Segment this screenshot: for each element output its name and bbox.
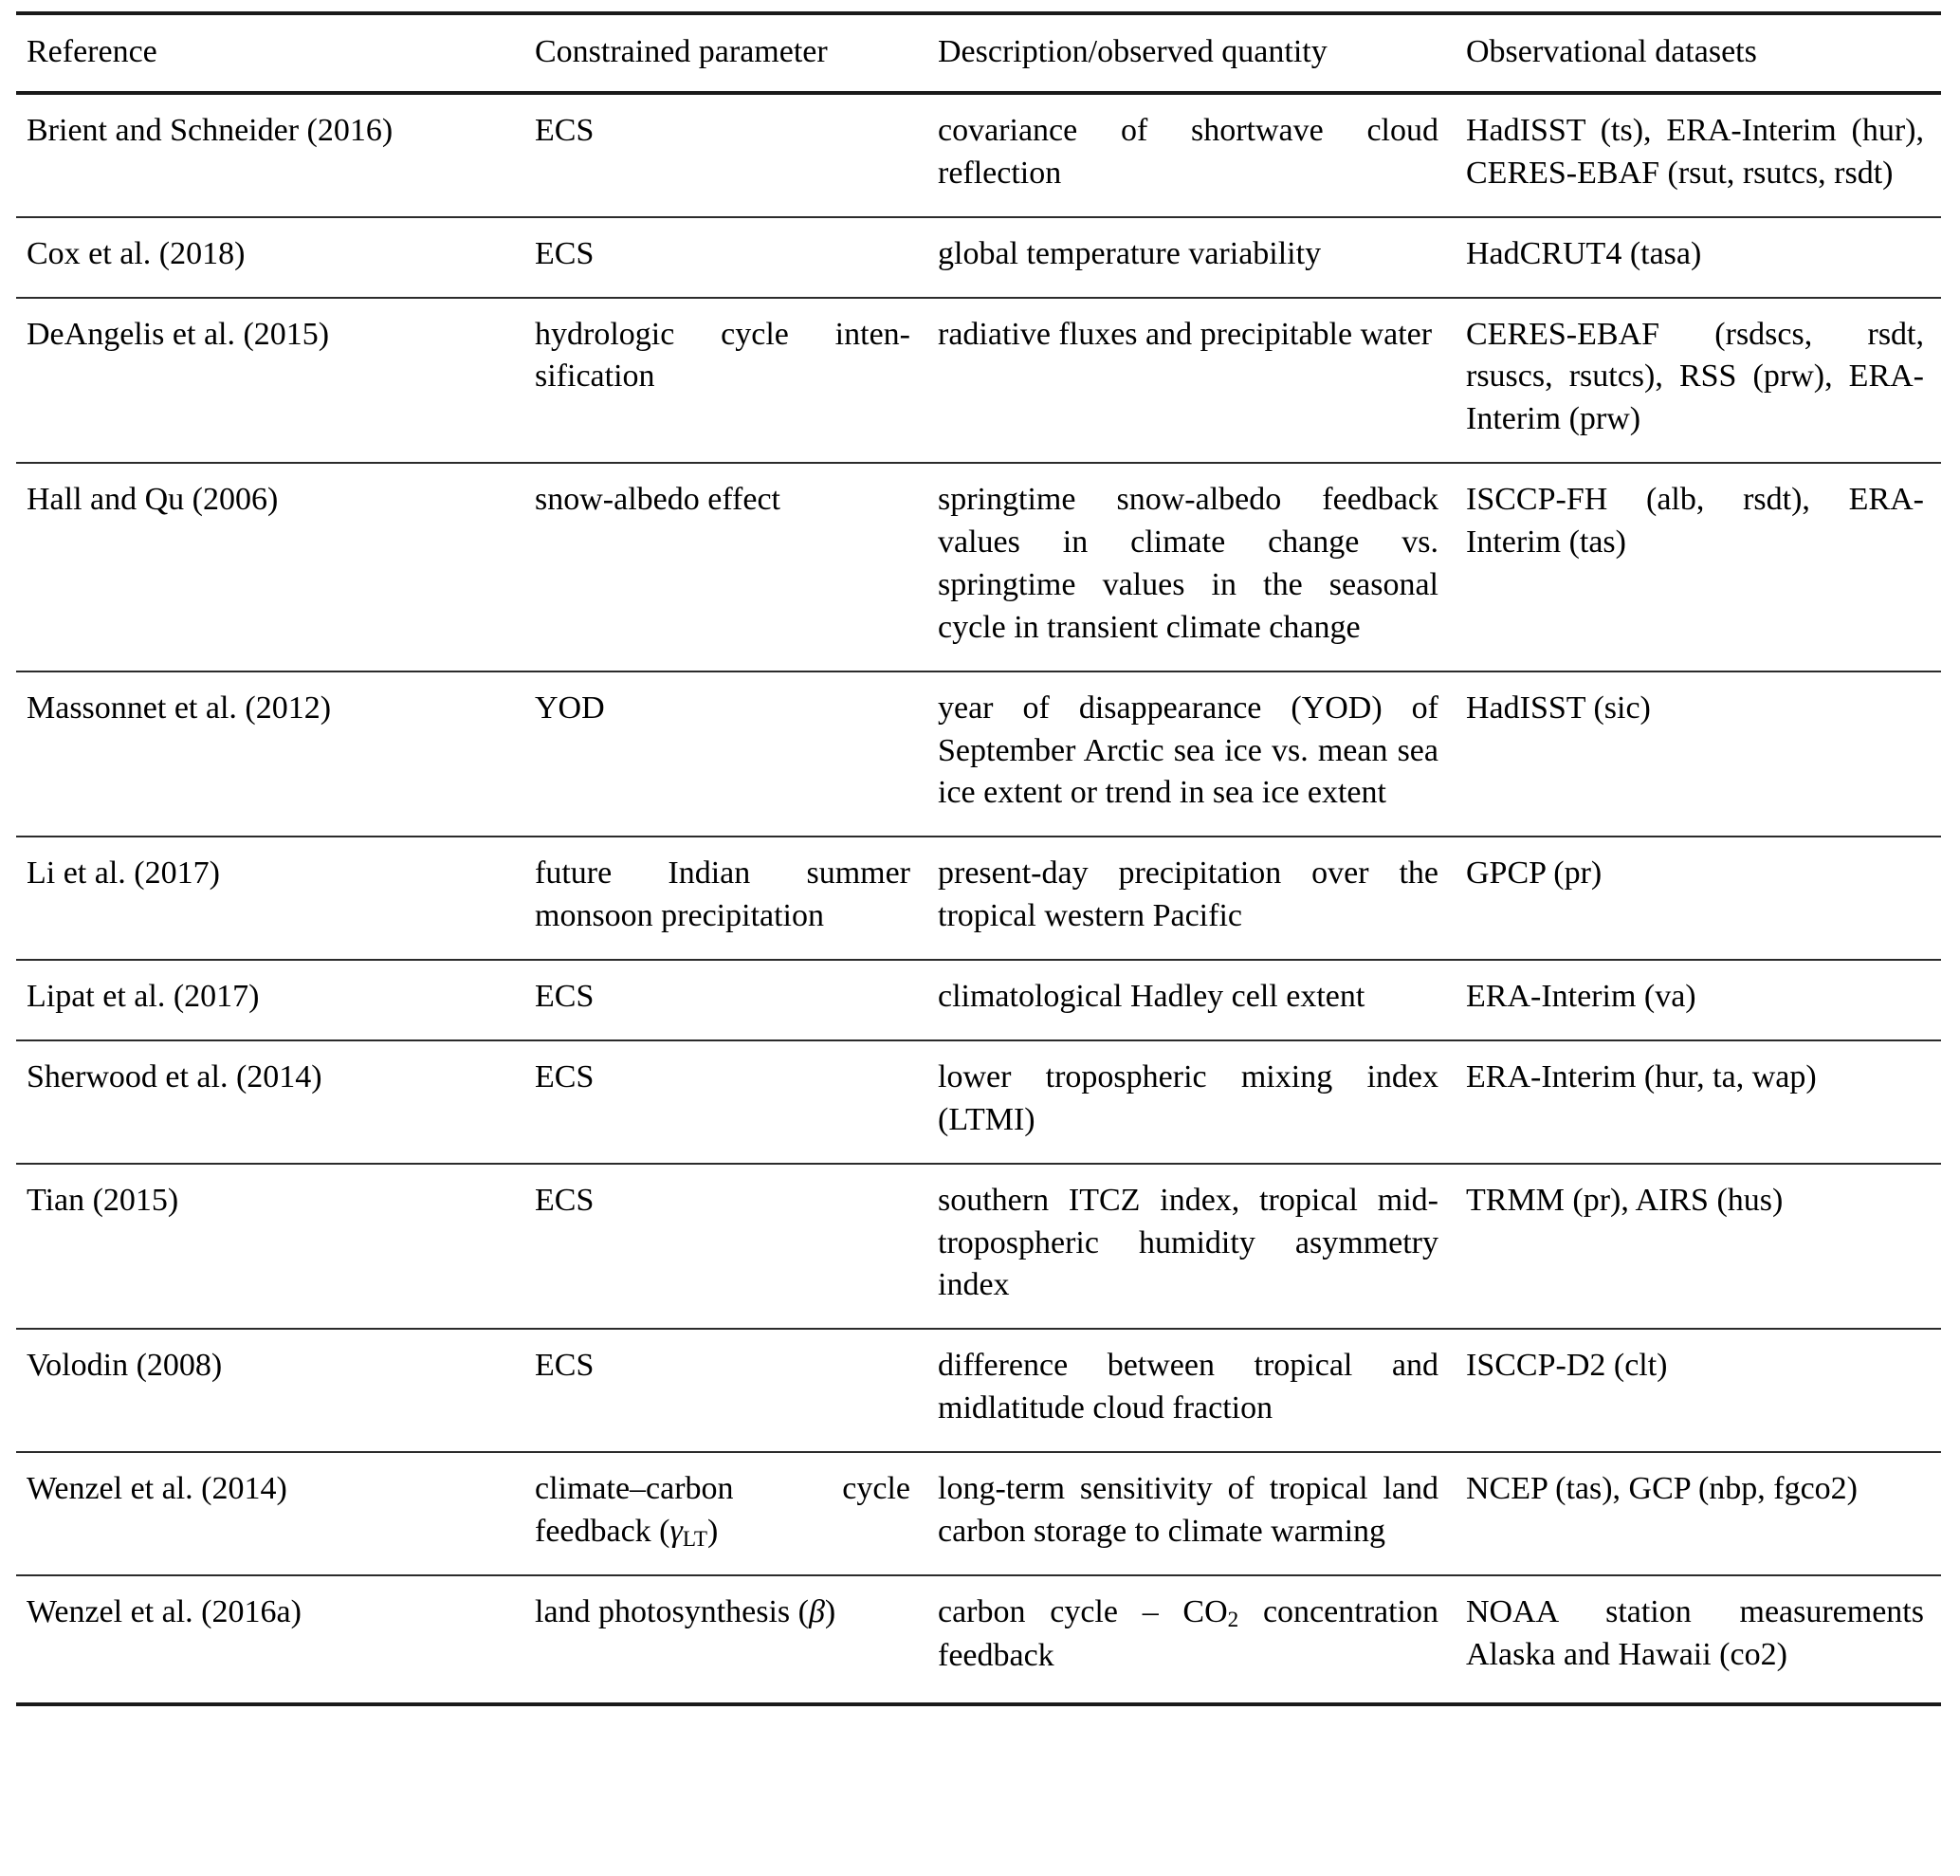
- cell-reference: Massonnet et al. (2012): [16, 671, 524, 837]
- cell-description: springtime snow-albedo feedback values in climate change vs. springtime values in the seasonal cycle in transient climate change: [927, 463, 1456, 671]
- cell-reference: DeAngelis et al. (2015): [16, 298, 524, 464]
- cell-description: global temperature variability: [927, 217, 1456, 298]
- cell-description: climatological Hadley cell extent: [927, 960, 1456, 1040]
- cell-description: radiative fluxes and precipitable water: [927, 298, 1456, 464]
- cell-parameter: ECS: [524, 1164, 927, 1330]
- cell-description: covariance of shortwave cloud reflection: [938, 112, 1438, 191]
- column-header-datasets: Observational datasets: [1456, 13, 1941, 93]
- cell-description: southern ITCZ index, tropical mid-tropospheric humidity asymmetry index: [927, 1164, 1456, 1330]
- cell-datasets: ISCCP-D2 (clt): [1456, 1329, 1941, 1452]
- table-body: [16, 93, 1941, 1704]
- cell-description: present-day precipitation over the tropical western Pacific: [927, 837, 1456, 960]
- table-row: [16, 1452, 1941, 1575]
- table-header: [16, 13, 1941, 93]
- table-row: [16, 837, 1941, 960]
- cell-description: [927, 1575, 1456, 1703]
- cell-parameter: snow-albedo effect: [524, 463, 927, 671]
- cell-description: difference between tropical and midlatitude cloud fraction: [927, 1329, 1456, 1452]
- cell-datasets: ISCCP-FH (alb, rsdt), ERA-Interim (tas): [1456, 463, 1941, 671]
- column-header-description: Description/observed quantity: [927, 13, 1456, 93]
- cell-parameter: ECS: [524, 960, 927, 1040]
- emergent-constraints-table: [16, 11, 1941, 1706]
- cell-datasets: HadISST (sic): [1456, 671, 1941, 837]
- cell-reference: Tian (2015): [16, 1164, 524, 1330]
- parameter-text-prefix: climate–carbon cycle feedback (: [535, 1471, 910, 1549]
- parameter-text-suffix: ): [707, 1513, 719, 1549]
- table-row: [16, 93, 1941, 217]
- cell-reference: Wenzel et al. (2014): [16, 1452, 524, 1575]
- table-row: [16, 463, 1941, 671]
- cell-parameter: [524, 1452, 927, 1575]
- cell-datasets: ERA-Interim (va): [1456, 960, 1941, 1040]
- cell-parameter: YOD: [524, 671, 927, 837]
- parameter-text-prefix: land photosynthesis (: [535, 1594, 809, 1630]
- cell-reference: Hall and Qu (2006): [16, 463, 524, 671]
- column-header-reference: Reference: [16, 13, 524, 93]
- cell-parameter: ECS: [524, 217, 927, 298]
- cell-reference: Volodin (2008): [16, 1329, 524, 1452]
- table-row: [16, 1164, 1941, 1330]
- cell-datasets: NOAA station measurements Alaska and Hawaii (co2): [1456, 1575, 1941, 1703]
- table-row: [16, 298, 1941, 464]
- description-text-suffix: concentration feedback: [938, 1594, 1438, 1674]
- cell-datasets: ERA-Interim (hur, ta, wap): [1456, 1040, 1941, 1164]
- gamma-subscript: LT: [682, 1526, 708, 1552]
- cell-reference: Sherwood et al. (2014): [16, 1040, 524, 1164]
- parameter-text-suffix: ): [824, 1594, 836, 1630]
- cell-reference: Wenzel et al. (2016a): [16, 1575, 524, 1703]
- cell-parameter: hydrologic cycle intensification: [524, 298, 927, 464]
- cell-parameter: ECS: [524, 1040, 927, 1164]
- cell-parameter: ECS: [535, 112, 595, 148]
- cell-description: lower tropospheric mixing index (LTMI): [927, 1040, 1456, 1164]
- gamma-symbol: γ: [669, 1513, 683, 1549]
- cell-reference: Li et al. (2017): [16, 837, 524, 960]
- table-row: [16, 217, 1941, 298]
- cell-parameter: [524, 1575, 927, 1703]
- cell-datasets: GPCP (pr): [1456, 837, 1941, 960]
- table-row: [16, 960, 1941, 1040]
- beta-symbol: β: [808, 1594, 825, 1630]
- cell-datasets: TRMM (pr), AIRS (hus): [1456, 1164, 1941, 1330]
- cell-datasets: NCEP (tas), GCP (nbp, fgco2): [1456, 1452, 1941, 1575]
- cell-datasets: HadISST (ts), ERA-Interim (hur), CERES-EBAF (rsut, rsutcs, rsdt): [1466, 112, 1924, 191]
- description-text-prefix: carbon cycle – CO: [938, 1594, 1228, 1630]
- column-header-constrained-parameter: Constrained parameter: [524, 13, 927, 93]
- cell-datasets: CERES-EBAF (rsdscs, rsdt, rsuscs, rsutcs), RSS (prw), ERA-Interim (prw): [1456, 298, 1941, 464]
- table-row: [16, 1040, 1941, 1164]
- cell-parameter: future Indian summer monsoon precipitation: [524, 837, 927, 960]
- cell-description: long-term sensitivity of tropical land carbon storage to climate warming: [927, 1452, 1456, 1575]
- cell-reference: Cox et al. (2018): [16, 217, 524, 298]
- table-row: [16, 1575, 1941, 1703]
- co2-subscript: 2: [1227, 1608, 1239, 1633]
- cell-parameter: ECS: [524, 1329, 927, 1452]
- cell-reference: Lipat et al. (2017): [16, 960, 524, 1040]
- header-row: [16, 13, 1941, 93]
- table-row: [16, 1329, 1941, 1452]
- cell-datasets: HadCRUT4 (tasa): [1456, 217, 1941, 298]
- cell-description: year of disappearance (YOD) of September Arctic sea ice vs. mean sea ice extent or trend in sea ice extent: [927, 671, 1456, 837]
- cell-reference: Brient and Schneider (2016): [27, 112, 394, 148]
- table-row: [16, 671, 1941, 837]
